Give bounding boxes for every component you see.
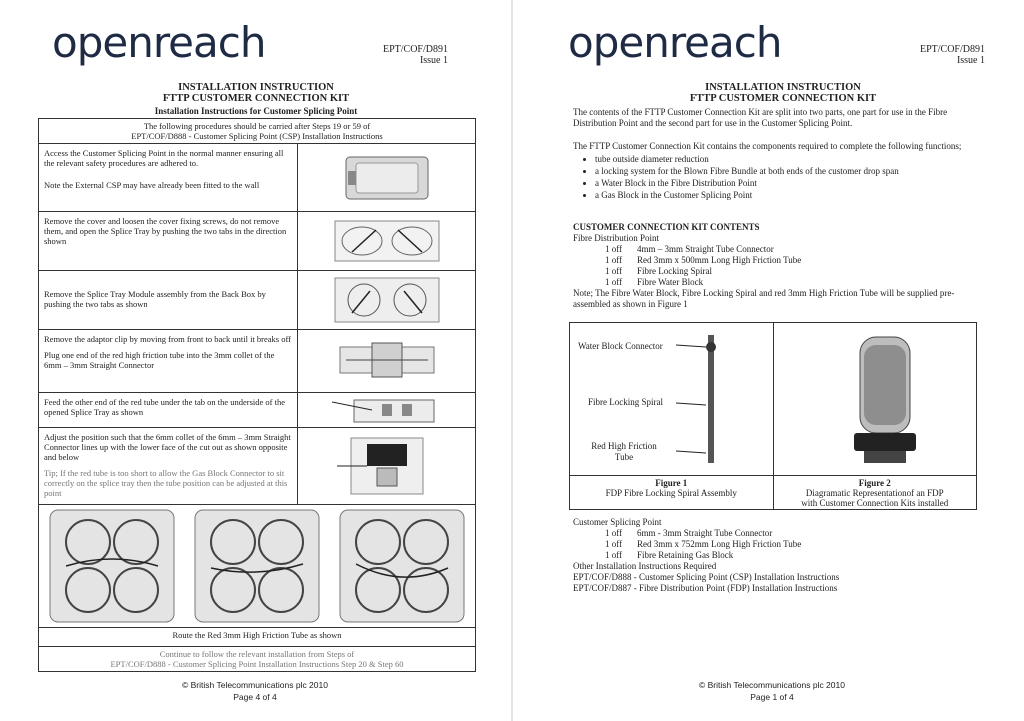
functions-intro: The FTTP Customer Connection Kit contains the components required to complete the following functions; [573, 141, 962, 151]
tube-label: Red High Friction Tube [591, 441, 657, 462]
splice-tray-cover-image [332, 218, 442, 264]
functions-paragraph [573, 141, 983, 202]
figure-1-caption: Figure 1 FDP Fibre Locking Spiral Assembly [570, 475, 773, 509]
step-row-3 [39, 271, 475, 330]
route-images-row [39, 505, 475, 628]
fdp-heading: Fibre Distribution Point [573, 233, 660, 243]
figure-2-caption: Figure 2 Diagramatic Representationof an FDP with Customer Connection Kits installed [774, 475, 977, 509]
page-number: Page 1 of 4 [750, 692, 794, 702]
step-row-5 [39, 393, 475, 428]
step-row-4 [39, 330, 475, 393]
list-item: 1 off 4mm – 3mm Straight Tube Connector [605, 244, 774, 254]
route-caption-row [39, 628, 475, 647]
figure-2 [773, 323, 977, 509]
step-row-2 [39, 212, 475, 271]
preassembly-note: Note; The Fibre Water Block, Fibre Locking Spiral and red 3mm High Friction Tube will be supplied pre-assembled as shown in Figure 1 [573, 288, 955, 309]
list-item: 1 off Fibre Locking Spiral [605, 266, 712, 276]
copyright: © British Telecommunications plc 2010 [699, 680, 845, 690]
doc-issue: Issue 1 [956, 55, 985, 66]
list-item: • a Gas Block in the Customer Splicing Point [595, 190, 983, 201]
continue-row [39, 647, 475, 671]
instruction-table [38, 118, 476, 672]
intro-row [39, 119, 475, 144]
other-instruction-1: EPT/COF/D888 - Customer Splicing Point (CSP) Installation Instructions [573, 572, 840, 582]
intro-line-1: The following procedures should be carried after Steps 19 or 59 of [143, 121, 371, 131]
doc-issue: Issue 1 [419, 55, 448, 66]
list-item: 1 off 6mm - 3mm Straight Tube Connector [605, 528, 773, 538]
step-1-text: Access the Customer Splicing Point in the normal manner ensuring all the relevant safety procedures are adhered to. [44, 148, 284, 168]
figure-1 [570, 323, 773, 509]
list-item: 1 off Red 3mm x 752mm Long High Friction Tube [605, 539, 802, 549]
step-3-text: Remove the Splice Tray Module assembly from the Back Box by pushing the two tabs as shown [44, 289, 266, 309]
route-photo-1 [48, 508, 176, 624]
step-6-tip: Tip; If the red tube is too short to allow the Gas Block Connector to sit correctly on the splice tray then the tube position can be adjusted at this point [44, 468, 288, 498]
list-item: • tube outside diameter reduction [595, 154, 983, 165]
step-row-6 [39, 428, 475, 505]
step-6-text: Adjust the position such that the 6mm collet of the 6mm – 3mm Straight Connector lines up with the lower face of the cut out as shown opposite and below [44, 432, 291, 462]
csp-heading: Customer Splicing Point [573, 517, 662, 527]
step-1-note: Note the External CSP may have already been fitted to the wall [44, 180, 260, 190]
doc-ref-number: EPT/COF/D891 [919, 44, 985, 55]
red-tube-tab-image [332, 396, 442, 424]
openreach-logo: openreach [52, 18, 266, 67]
step-4-text: Remove the adaptor clip by moving from front to back until it breaks off [44, 334, 291, 344]
list-item: • a Water Block in the Fibre Distribution Point [595, 178, 983, 189]
connector-cutout-image [337, 434, 437, 498]
step-2-photo [297, 212, 475, 270]
title-line-1: INSTALLATION INSTRUCTION [705, 82, 861, 93]
fdp-diagram-image [850, 329, 920, 469]
intro-line-2: EPT/COF/D888 - Customer Splicing Point (CSP) Installation Instructions [131, 131, 383, 141]
document-reference [360, 44, 448, 66]
page-footer [130, 679, 380, 703]
step-6-photo [297, 428, 475, 504]
route-photo-2 [193, 508, 321, 624]
kit-contents-heading: CUSTOMER CONNECTION KIT CONTENTS [573, 222, 760, 232]
list-item: 1 off Fibre Retaining Gas Block [605, 550, 734, 560]
other-instructions-heading: Other Installation Instructions Required [573, 561, 717, 571]
copyright: © British Telecommunications plc 2010 [182, 680, 328, 690]
figures-table [569, 322, 977, 510]
doc-title [40, 82, 472, 104]
csp-box-image [342, 153, 432, 203]
water-block-label: Water Block Connector [578, 341, 663, 351]
functions-list [573, 154, 983, 201]
spiral-assembly-image [666, 329, 726, 469]
page-number: Page 4 of 4 [233, 692, 277, 702]
list-item: • a locking system for the Blown Fibre Bundle at both ends of the customer drop span [595, 166, 983, 177]
step-3-photo [297, 271, 475, 329]
list-item: 1 off Fibre Water Block [605, 277, 704, 287]
splice-tray-module-image [332, 275, 442, 325]
document-reference [893, 44, 985, 66]
step-4-text-2: Plug one end of the red high friction tube into the 3mm collet of the 6mm – 3mm Straight Connector [44, 350, 275, 370]
adaptor-clip-image [332, 341, 442, 381]
step-5-photo [297, 393, 475, 427]
list-item: 1 off Red 3mm x 500mm Long High Friction Tube [605, 255, 802, 265]
step-2-text: Remove the cover and loosen the cover fixing screws, do not remove them, and open the Splice Tray by pushing the two tabs in the direction shown [44, 216, 287, 246]
step-row-1 [39, 144, 475, 212]
step-4-photo [297, 330, 475, 392]
csp-contents [573, 517, 983, 594]
title-line-2: FTTP CUSTOMER CONNECTION KIT [689, 93, 877, 104]
page-4 [0, 0, 511, 721]
kit-contents [573, 222, 983, 310]
other-instruction-2: EPT/COF/D887 - Fibre Distribution Point (FDP) Installation Instructions [573, 583, 838, 593]
spiral-label: Fibre Locking Spiral [588, 397, 663, 407]
continue-line-1: Continue to follow the relevant installation from Steps of [159, 649, 355, 659]
step-1-photo [297, 144, 475, 211]
openreach-logo: openreach [568, 18, 782, 67]
route-photo-3 [338, 508, 466, 624]
intro-paragraph: The contents of the FTTP Customer Connection Kit are split into two parts, one part for use in the Fibre Distribution Point and the second part for use in the Customer Splicing Point. [573, 107, 948, 128]
title-line-1: INSTALLATION INSTRUCTION [178, 82, 334, 93]
doc-title [563, 82, 1003, 104]
page-footer [642, 679, 902, 703]
section-subtitle: Installation Instructions for Customer Splicing Point [154, 106, 358, 116]
title-line-2: FTTP CUSTOMER CONNECTION KIT [162, 93, 350, 104]
route-caption: Route the Red 3mm High Friction Tube as shown [172, 630, 342, 640]
doc-ref-number: EPT/COF/D891 [382, 44, 448, 55]
continue-line-2: EPT/COF/D888 - Customer Splicing Point Installation Instructions Step 20 & Step 60 [110, 659, 404, 669]
step-5-text: Feed the other end of the red tube under the tab on the underside of the opened Splice Tray as shown [44, 397, 285, 417]
